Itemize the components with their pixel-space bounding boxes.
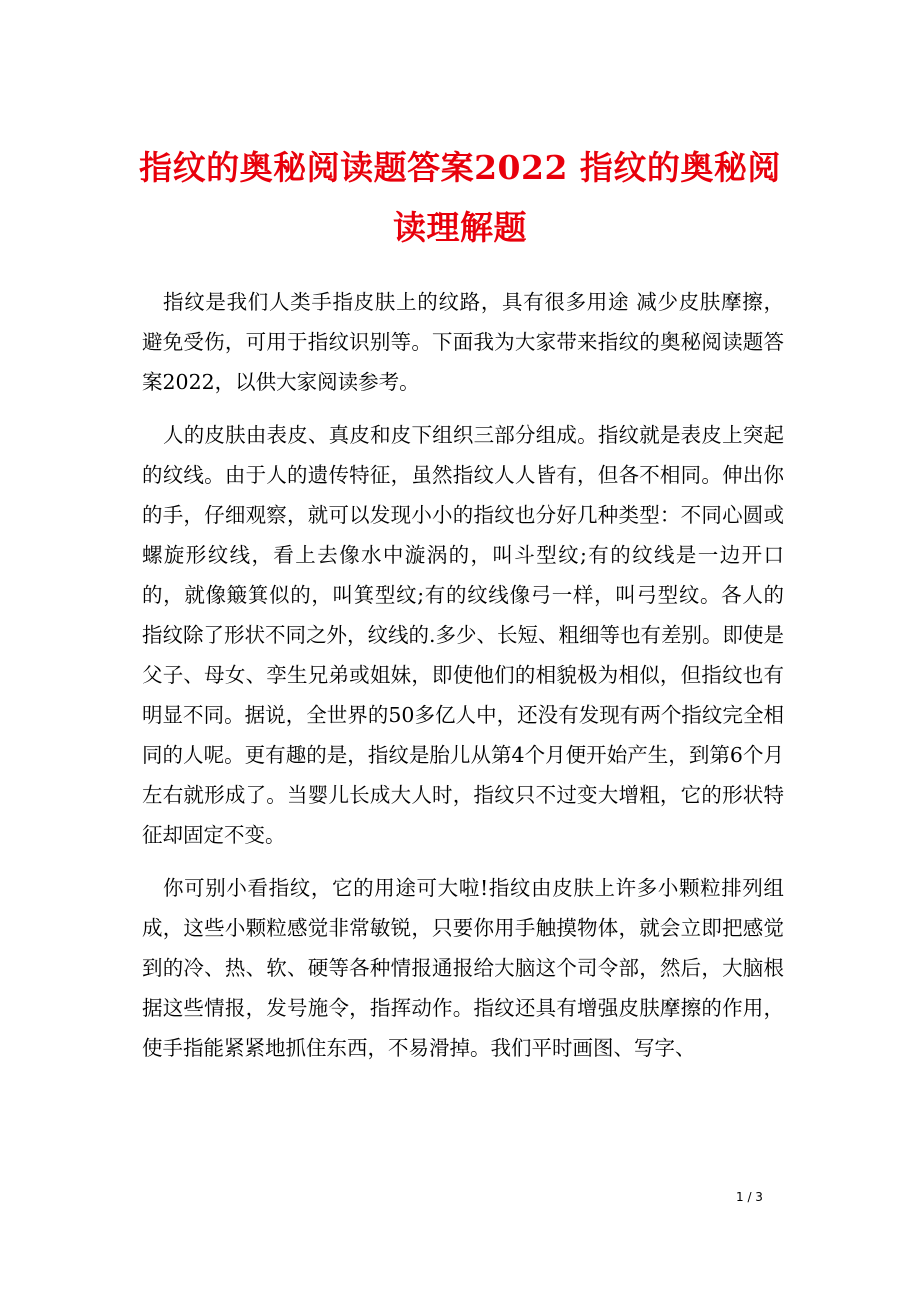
document-title: 指纹的奥秘阅读题答案2022 指纹的奥秘阅读理解题 — [139, 148, 781, 247]
paragraph-fingerprint-uses: 你可别小看指纹，它的用途可大啦!指纹由皮肤上许多小颗粒排列组成，这些小颗粒感觉非常敏锐，只要你用手触摸物体，就会立即把感觉到的冷、热、软、硬等各种情报通报给大脑这个司令部，然后，大脑根据这些情报，发号施令，指挥动作。指纹还具有增强皮肤摩擦的作用，使手指能紧紧地抓住东西，不易滑掉。我们平时画图、写字、 — [142, 876, 784, 1060]
paragraph-intro: 指纹是我们人类手指皮肤上的纹路，具有很多用途 减少皮肤摩擦，避免受伤，可用于指纹识别等。下面我为大家带来指纹的奥秘阅读题答案2022，以供大家阅读参考。 — [142, 290, 784, 394]
paragraph-skin-structure: 人的皮肤由表皮、真皮和皮下组织三部分组成。指纹就是表皮上突起的纹线。由于人的遗传特征，虽然指纹人人皆有，但各不相同。伸出你的手，仔细观察，就可以发现小小的指纹也分好几种类型：不同心圆或螺旋形纹线，看上去像水中漩涡的，叫斗型纹;有的纹线是一边开口的，就像簸箕似的，叫箕型纹;有的纹线像弓一样，叫弓型纹。各人的指纹除了形状不同之外，纹线的.多少、长短、粗细等也有差别。即使是父子、母女、孪生兄弟或姐妹，即使他们的相貌极为相似，但指纹也有明显不同。据说，全世界的50多亿人中，还没有发现有两个指纹完全相同的人呢。更有趣的是，指纹是胎儿从第4个月便开始产生，到第6个月左右就形成了。当婴儿长成大人时，指纹只不过变大增粗，它的形状特征却固定不变。 — [142, 423, 785, 847]
page-number: 1 / 3 — [736, 1190, 763, 1204]
document-body — [142, 282, 784, 1081]
